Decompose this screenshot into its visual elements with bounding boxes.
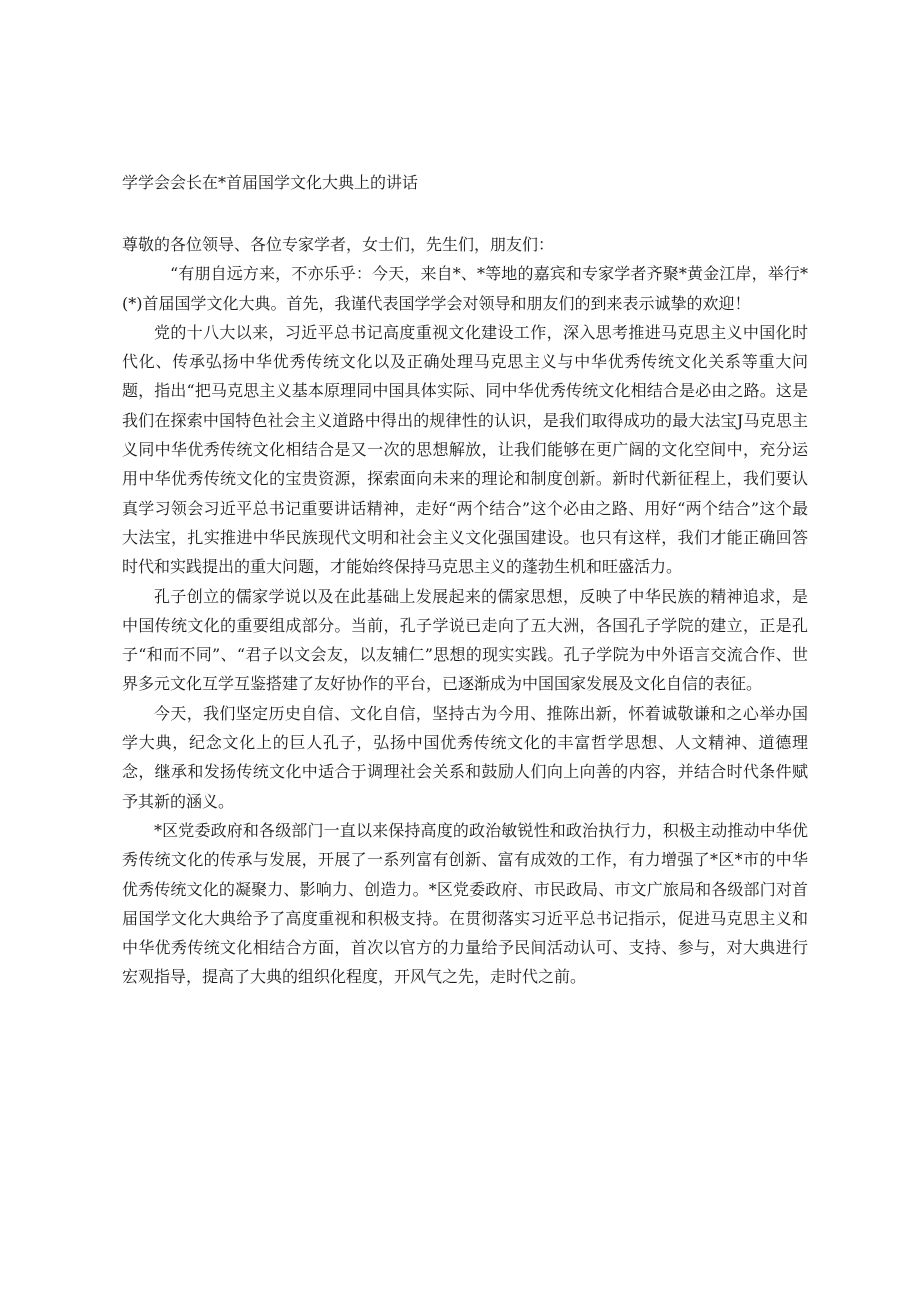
paragraph-district-support: *区党委政府和各级部门一直以来保持高度的政治敏锐性和政治执行力，积极主动推动中华优秀传统文化的传承与发展，开展了一系列富有创新、富有成效的工作，有力增强了*区*市的中华优秀传统文化的凝聚力、影响力、创造力。*区党委政府、市民政局、市文广旅局和各级部门对首届国学文化大典给予了高度重视和积极支持。在贯彻落实习近平总书记指示，促进马克思主义和中华优秀传统文化相结合方面，首次以官方的力量给予民间活动认可、支持、参与，对大典进行宏观指导，提高了大典的组织化程度，开风气之先，走时代之前。 xyxy=(122,820,808,987)
document-title: 学学会会长在*首届国学文化大典上的讲话 xyxy=(122,173,419,192)
paragraph-today: 今天，我们坚定历史自信、文化自信，坚持古为今用、推陈出新，怀着诚敬谦和之心举办国学大典，纪念文化上的巨人孔子，弘扬中国优秀传统文化的丰富哲学思想、人文精神、道德理念，继承和发扬传统文化中适合于调理社会关系和鼓励人们向上向善的内容，并结合时代条件赋予其新的涵义。 xyxy=(122,703,808,811)
paragraph-welcome: “有朋自远方来，不亦乐乎：今天，来自*、*等地的嘉宾和专家学者齐聚*黄金江岸，举行*(*)首届国学文化大典。首先，我谨代表国学学会对领导和朋友们的到来表示诚挚的欢迎！ xyxy=(122,264,808,313)
paragraph-confucianism: 孔子创立的儒家学说以及在此基础上发展起来的儒家思想，反映了中华民族的精神追求，是中国传统文化的重要组成部分。当前，孔子学说已走向了五大洲，各国孔子学院的建立，正是孔子“和而不同”、“君子以文会友，以友辅仁”思想的现实实践。孔子学院为中外语言交流合作、世界多元文化互学互鉴搭建了友好协作的平台，已逐渐成为中国国家发展及文化自信的表征。 xyxy=(122,586,808,694)
salutation: 尊敬的各位领导、各位专家学者，女士们，先生们，朋友们： xyxy=(122,235,555,254)
paragraph-two-combinations: 党的十八大以来，习近平总书记高度重视文化建设工作，深入思考推进马克思主义中国化时代化、传承弘扬中华优秀传统文化以及正确处理马克思主义与中华优秀传统文化关系等重大问题，指出“把马克思主义基本原理同中国具体实际、同中华优秀传统文化相结合是必由之路。这是我们在探索中国特色社会主义道路中得出的规律性的认识，是我们取得成功的最大法宝J马克思主义同中华优秀传统文化相结合是又一次的思想解放，让我们能够在更广阔的文化空间中，充分运用中华优秀传统文化的宝贵资源，探索面向未来的理论和制度创新。新时代新征程上，我们要认真学习领会习近平总书记重要讲话精神，走好“两个结合”这个必由之路、用好“两个结合”这个最大法宝，扎实推进中华民族现代文明和社会主义文化强国建设。也只有这样，我们才能正确回答时代和实践提出的重大问题，才能始终保持马克思主义的蓬勃生机和旺盛活力。 xyxy=(122,322,808,577)
document-body xyxy=(122,230,808,992)
